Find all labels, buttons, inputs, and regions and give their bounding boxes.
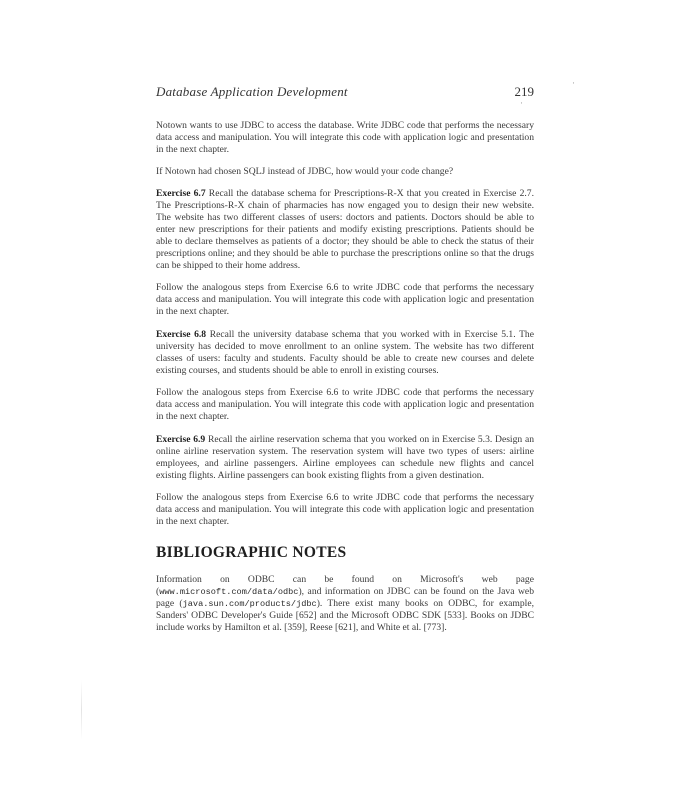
exercise-text: Recall the database schema for Prescriptions-R-X that you created in Exercise 2.7. The Prescriptions-R-X chain of pharmacies has now engaged you to design their new website. The website has two different classes of users: doctors and patients. Doctors should be able to enter new prescriptions for their patients and modify existing prescriptions. Patients should be able to declare themselves as patients of a doctor; they should be able to check the status of their prescriptions online; and they should be able to purchase the prescriptions online so that the drugs can be shipped to their home address. [156, 188, 534, 271]
follow-steps-paragraph: Follow the analogous steps from Exercise 6.6 to write JDBC code that performs the necessary data access and manipulation. You will integrate this code with application logic and presentation in the next chapter. [156, 387, 534, 422]
jdbc-url: java.sun.com/products/jdbc [182, 599, 317, 609]
exercise-text: Recall the university database schema that you worked with in Exercise 5.1. The university has decided to move enrollment to an online system. The website has two different classes of users: faculty and students. Faculty should be able to create new courses and delete existing courses, and students should be able to enroll in existing courses. [156, 329, 534, 376]
exercise-text: Recall the airline reservation schema that you worked on in Exercise 5.3. Design an online airline reservation system. The reservation system will have two types of users: airline employees, and airline passengers. Airline employees can schedule new flights and cancel existing flights. Airline passengers can book existing flights from a given destination. [156, 434, 534, 481]
follow-steps-paragraph: Follow the analogous steps from Exercise 6.6 to write JDBC code that performs the necessary data access and manipulation. You will integrate this code with application logic and presentation in the next chapter. [156, 282, 534, 317]
paragraph-notown-sqlj: If Notown had chosen SQLJ instead of JDBC, how would your code change? [156, 166, 454, 177]
scan-speck: · [520, 98, 523, 108]
bib-text: ), and information on JDBC can be found on the Java web page ( [156, 586, 534, 609]
bibliographic-notes-heading: BIBLIOGRAPHIC NOTES [156, 544, 347, 561]
scan-speck: · [572, 78, 575, 88]
exercise-label: Exercise 6.8 [156, 329, 207, 340]
bib-text: ). There exist many books on ODBC, for example, Sanders' ODBC Developer's Guide [652] and the Microsoft ODBC SDK [533]. Books on JDBC include works by Hamilton et al. [359], Reese [621], and White et al. [773]. [156, 598, 534, 633]
exercise-label: Exercise 6.9 [156, 434, 206, 445]
scan-artifact [81, 680, 82, 740]
page-header [156, 84, 534, 102]
running-head: Database Application Development [156, 84, 348, 99]
exercise-6-7 [156, 188, 534, 272]
page-body [156, 120, 534, 644]
paragraph-notown-jdbc: Notown wants to use JDBC to access the database. Write JDBC code that performs the necessary data access and manipulation. You will integrate this code with application logic and presentation in the next chapter. [156, 120, 534, 155]
bibliographic-notes-paragraph [156, 574, 534, 634]
follow-steps-paragraph: Follow the analogous steps from Exercise 6.6 to write JDBC code that performs the necessary data access and manipulation. You will integrate this code with application logic and presentation in the next chapter. [156, 492, 534, 527]
exercise-label: Exercise 6.7 [156, 188, 206, 199]
page-number: 219 [514, 84, 534, 99]
odbc-url: www.microsoft.com/data/odbc [159, 587, 299, 597]
bib-text: Information on ODBC can be found on Microsoft's web page ( [156, 574, 534, 597]
exercise-6-9 [156, 434, 534, 482]
exercise-6-8 [156, 329, 534, 377]
